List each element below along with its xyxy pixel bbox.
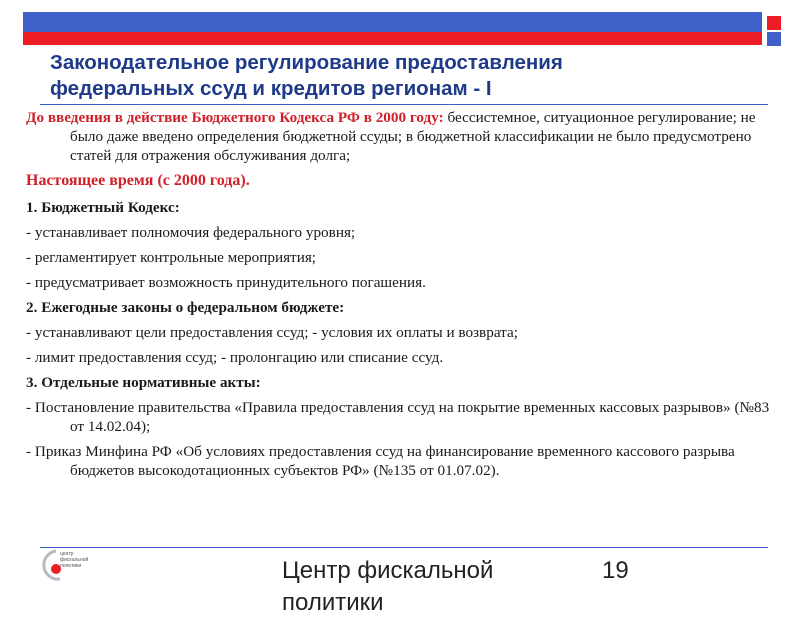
slide-title xyxy=(50,50,750,102)
top-decor-bar-red xyxy=(23,32,762,45)
section-3-item: - Приказ Минфина РФ «Об условиях предоставления ссуд на финансирование временного кассового разрыва бюджетов высокодотационных субъектов РФ» (№135 от 01.07.02). xyxy=(26,443,735,479)
section-2-heading: 2. Ежегодные законы о федеральном бюджете: xyxy=(26,299,345,316)
logo-caption xyxy=(60,551,88,569)
section-1-heading: 1. Бюджетный Кодекс: xyxy=(26,199,180,216)
top-decor-bar-blue xyxy=(23,12,762,32)
section-2-item: - лимит предоставления ссуд; - пролонгацию или списание ссуд. xyxy=(26,349,444,366)
decor-square-red xyxy=(767,16,781,30)
present-heading: Настоящее время (с 2000 года). xyxy=(26,172,250,189)
logo-caption-line: центр xyxy=(60,551,74,557)
title-divider xyxy=(40,104,768,105)
logo-caption-line: политики xyxy=(60,563,82,569)
section-3-heading: 3. Отдельные нормативные акты: xyxy=(26,374,261,391)
slide-title-line-1: Законодательное регулирование предоставления xyxy=(50,51,563,74)
decor-square-blue xyxy=(767,32,781,46)
section-3-item: - Постановление правительства «Правила предоставления ссуд на покрытие временных кассовых разрывов» (№83 от 14.02.04); xyxy=(26,399,770,435)
intro-paragraph xyxy=(26,108,782,165)
slide-body xyxy=(26,108,782,486)
footer-org-name: Центр фискальной политики xyxy=(282,557,494,616)
slide-title-line-2: федеральных ссуд и кредитов регионам - I xyxy=(50,77,492,100)
section-1-item: - регламентирует контрольные мероприятия; xyxy=(26,249,317,266)
section-1-item: - предусматривает возможность принудительного погашения. xyxy=(26,274,426,291)
logo-caption-line: фискальной xyxy=(60,557,89,563)
section-2-item: - устанавливают цели предоставления ссуд; - условия их оплаты и возврата; xyxy=(26,324,518,341)
intro-bold-lead: До введения в действие Бюджетного Кодекса РФ в 2000 году: xyxy=(26,109,444,126)
page-number: 19 xyxy=(602,557,629,584)
footer-divider xyxy=(40,547,768,548)
intro-text: бессистемное, ситуационное регулирование; не было даже введено определения бюджетной ссуды; в бюджетной классификации не было предусмотрено статей для отражения обслуживания долга; xyxy=(70,109,756,164)
section-1-item: - устанавливает полномочия федерального уровня; xyxy=(26,224,356,241)
